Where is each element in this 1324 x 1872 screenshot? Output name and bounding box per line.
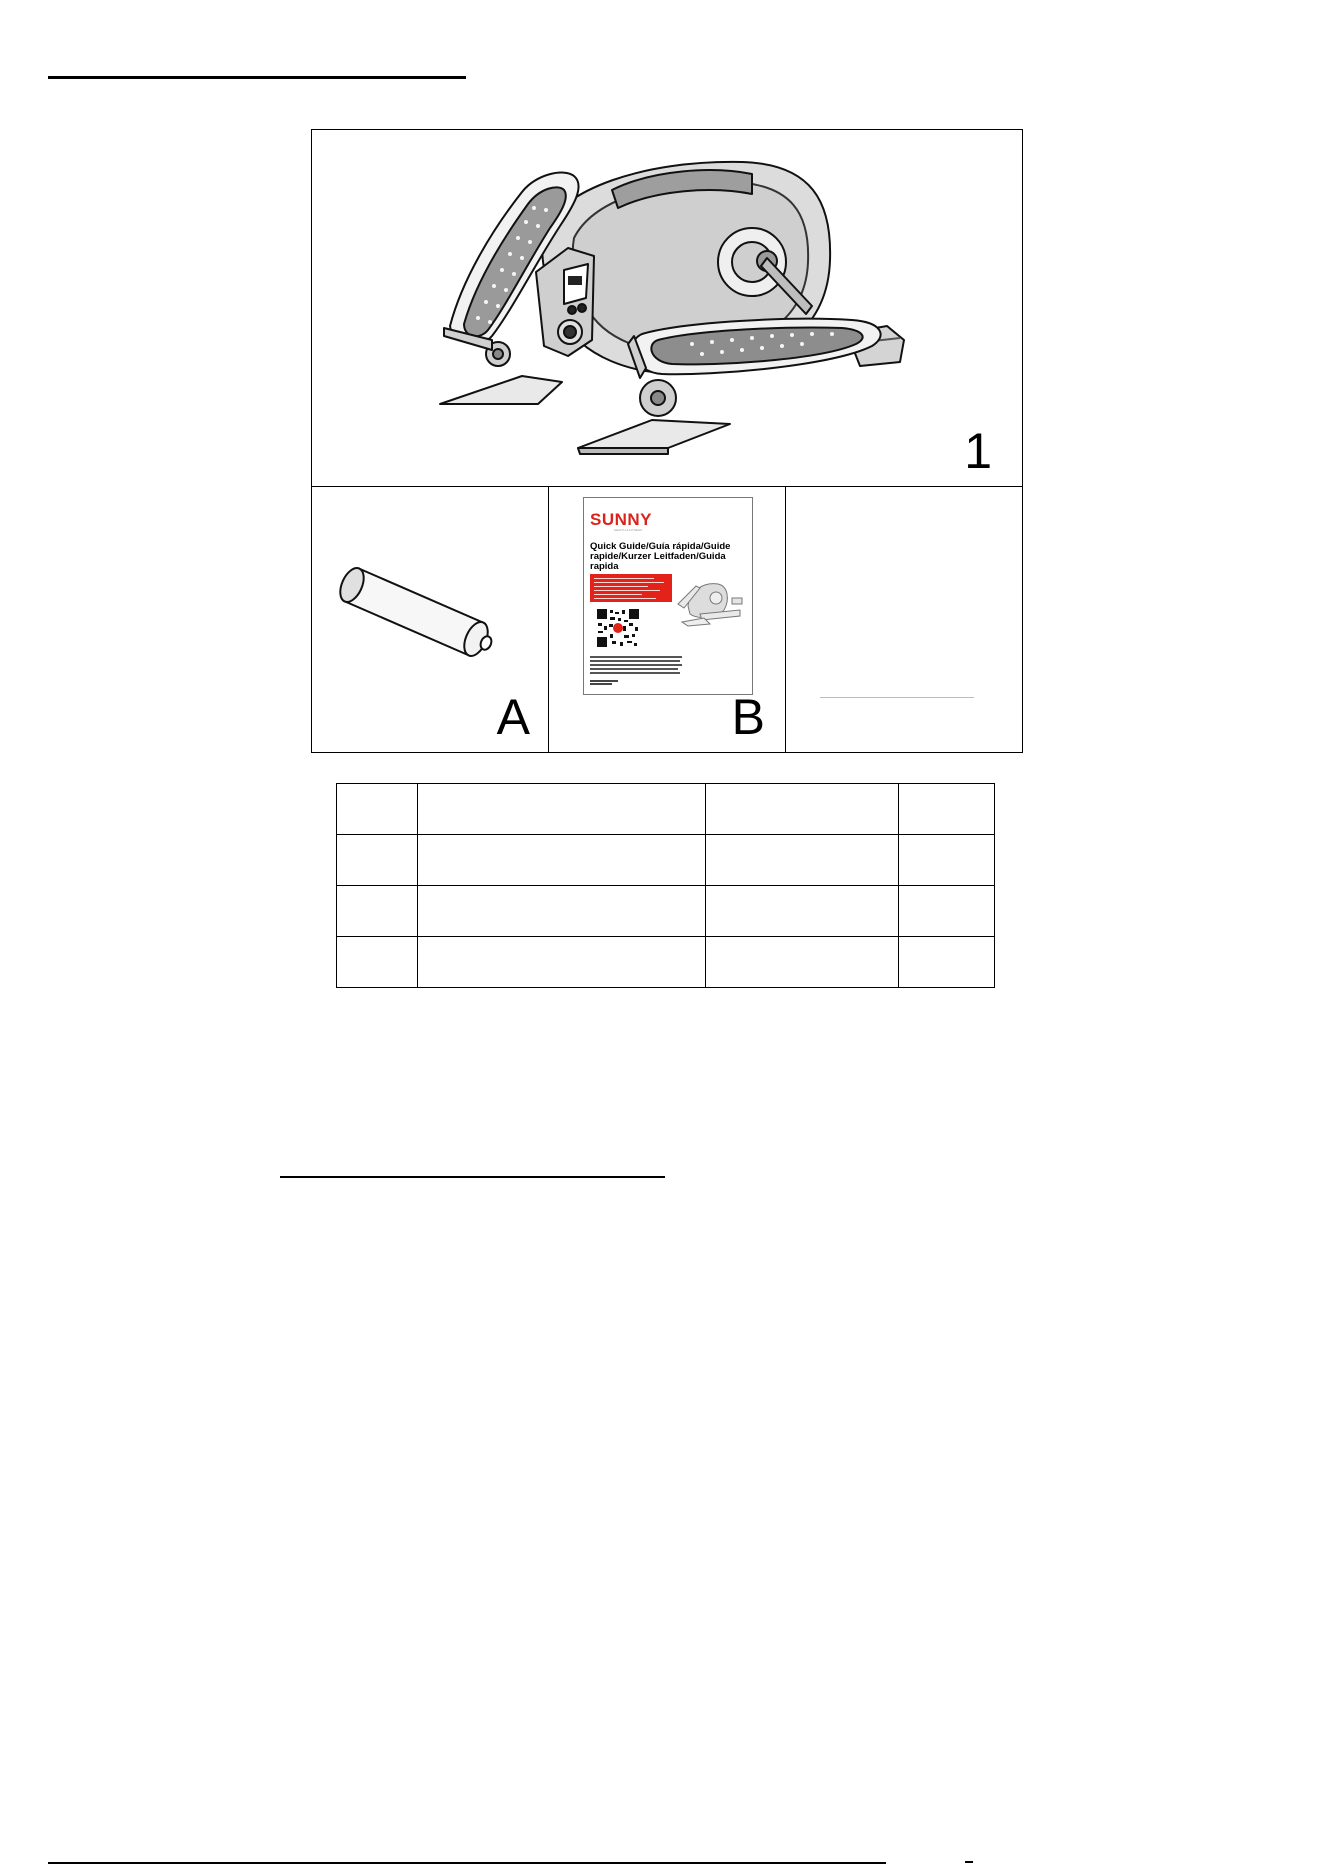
table-cell bbox=[899, 784, 995, 835]
quick-guide-booklet bbox=[583, 497, 753, 695]
guide-footer bbox=[590, 680, 618, 686]
table-row bbox=[337, 886, 995, 937]
section-underline bbox=[280, 1176, 665, 1178]
table-cell bbox=[899, 937, 995, 988]
table-cell bbox=[337, 835, 418, 886]
table-cell bbox=[899, 886, 995, 937]
main-unit-label: 1 bbox=[964, 423, 992, 479]
parts-list-table bbox=[336, 783, 995, 988]
qr-code-icon bbox=[596, 608, 640, 648]
table-cell bbox=[337, 937, 418, 988]
table-cell bbox=[337, 784, 418, 835]
part-c-cell bbox=[786, 487, 1022, 752]
table-cell bbox=[418, 937, 706, 988]
guide-warning-banner bbox=[590, 574, 672, 602]
guide-product-thumbnail bbox=[674, 576, 748, 632]
table-cell bbox=[337, 886, 418, 937]
table-cell bbox=[899, 835, 995, 886]
table-cell bbox=[706, 937, 899, 988]
table-cell bbox=[418, 784, 706, 835]
table-cell bbox=[418, 886, 706, 937]
table-row bbox=[337, 835, 995, 886]
guide-title: Quick Guide/Guía rápida/Guide rapide/Kurzer Leitfaden/Guida rapida bbox=[590, 541, 731, 572]
guide-brand-tagline: HEALTH & FITNESS bbox=[614, 528, 642, 532]
part-a-cell bbox=[312, 487, 549, 752]
table-cell bbox=[706, 835, 899, 886]
part-b-cell bbox=[549, 487, 786, 752]
part-b-label: B bbox=[731, 689, 765, 745]
part-a-label: A bbox=[496, 689, 530, 745]
guide-brand-logo: SUNNY bbox=[590, 510, 653, 529]
table-cell bbox=[706, 784, 899, 835]
table-row bbox=[337, 784, 995, 835]
parts-figure bbox=[311, 129, 1023, 753]
table-cell bbox=[706, 886, 899, 937]
heading-underline bbox=[48, 76, 466, 79]
footer-rule bbox=[48, 1862, 886, 1864]
elliptical-illustration bbox=[312, 130, 1022, 487]
faint-line bbox=[820, 697, 974, 698]
table-cell bbox=[418, 835, 706, 886]
main-unit-cell bbox=[312, 130, 1022, 487]
guide-model-list bbox=[590, 656, 682, 676]
table-row bbox=[337, 937, 995, 988]
footer-tick bbox=[965, 1861, 973, 1863]
